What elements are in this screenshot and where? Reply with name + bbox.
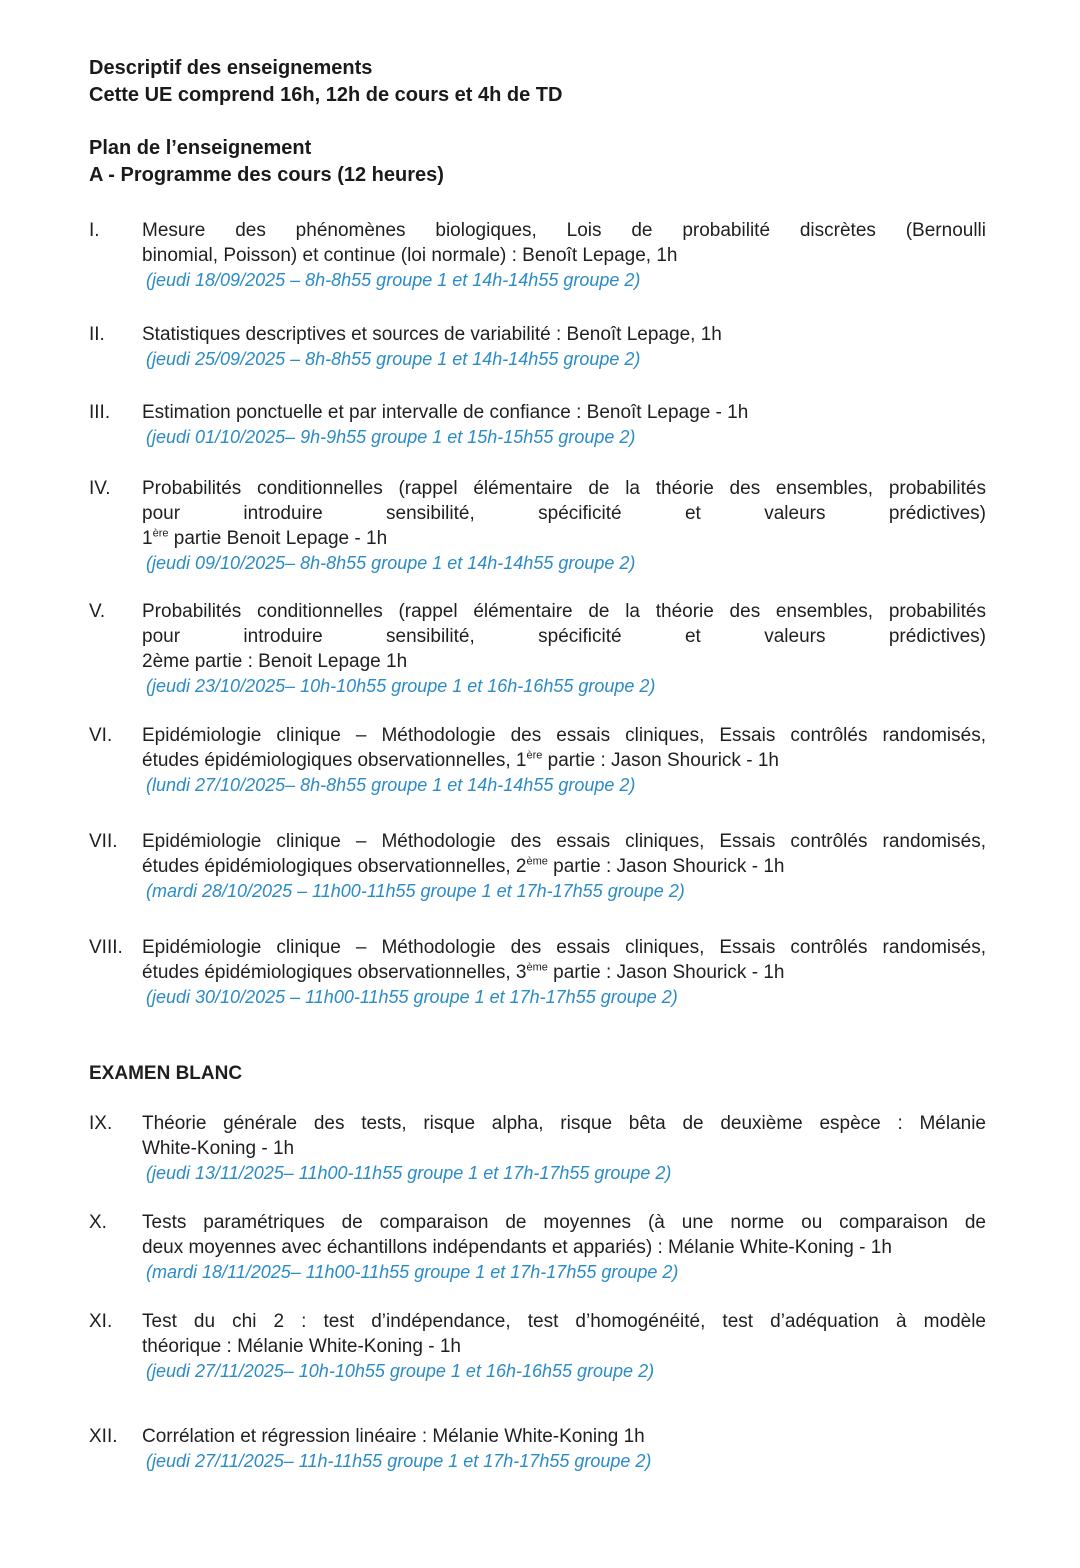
item-text: théorique : Mélanie White-Koning - 1h [142,1336,461,1357]
programme-title: A - Programme des cours (12 heures) [89,164,444,186]
course-item [89,829,986,904]
item-text: 2ème partie : Benoit Lepage 1h [142,651,408,672]
course-item [89,599,986,699]
item-number: V. [89,601,106,622]
item-text: Test du chi 2 : test d’indépendance, test d’homogénéité, test d’adéquation à modèle [142,1311,986,1332]
item-date: (jeudi 18/09/2025 – 8h-8h55 groupe 1 et 14h-14h55 groupe 2) [146,270,641,290]
course-item [89,1210,986,1285]
item-date: (mardi 28/10/2025 – 11h00-11h55 groupe 1 et 17h-17h55 groupe 2) [146,881,685,901]
item-text: 1ère partie Benoit Lepage - 1h [142,527,388,549]
item-number: VII. [89,831,118,852]
course-item [89,322,986,372]
item-text: deux moyennes avec échantillons indépendants et appariés) : Mélanie White-Koning - 1h [142,1237,892,1258]
course-item [89,723,986,798]
course-item [89,1111,986,1186]
item-text: Tests paramétriques de comparaison de moyennes (à une norme ou comparaison de [142,1212,986,1233]
item-date: (mardi 18/11/2025– 11h00-11h55 groupe 1 et 17h-17h55 groupe 2) [146,1262,679,1282]
item-text: Corrélation et régression linéaire : Mélanie White-Koning 1h [142,1426,645,1447]
item-text: pour introduire sensibilité, spécificité et valeurs prédictives) [142,626,986,647]
item-date: (jeudi 13/11/2025– 11h00-11h55 groupe 1 et 17h-17h55 groupe 2) [146,1163,672,1183]
item-text: Estimation ponctuelle et par intervalle de confiance : Benoît Lepage - 1h [142,402,749,423]
item-text: binomial, Poisson) et continue (loi normale) : Benoît Lepage, 1h [142,245,678,266]
item-date: (jeudi 30/10/2025 – 11h00-11h55 groupe 1 et 17h-17h55 groupe 2) [146,987,678,1007]
item-number: XII. [89,1426,118,1447]
item-number: VIII. [89,937,123,958]
item-text: Probabilités conditionnelles (rappel élémentaire de la théorie des ensembles, probabilités [142,601,986,622]
item-date: (jeudi 23/10/2025– 10h-10h55 groupe 1 et 16h-16h55 groupe 2) [146,676,656,696]
doc-title: Descriptif des enseignements [89,57,373,79]
item-date: (jeudi 01/10/2025– 9h-9h55 groupe 1 et 15h-15h55 groupe 2) [146,427,636,447]
item-text: études épidémiologiques observationnelles, 3ème partie : Jason Shourick - 1h [142,961,785,983]
course-item [89,1424,986,1474]
item-text: pour introduire sensibilité, spécificité et valeurs prédictives) [142,503,986,524]
item-text: Mesure des phénomènes biologiques, Lois de probabilité discrètes (Bernoulli [142,220,986,241]
course-item [89,1309,986,1384]
item-date: (jeudi 27/11/2025– 11h-11h55 groupe 1 et 17h-17h55 groupe 2) [146,1451,652,1471]
item-number: IX. [89,1113,113,1134]
item-date: (jeudi 09/10/2025– 8h-8h55 groupe 1 et 14h-14h55 groupe 2) [146,553,636,573]
item-number: II. [89,324,105,345]
item-text: Epidémiologie clinique – Méthodologie des essais cliniques, Essais contrôlés randomisés, [142,831,986,852]
item-number: VI. [89,725,113,746]
item-text: études épidémiologiques observationnelles, 2ème partie : Jason Shourick - 1h [142,855,785,877]
item-text: White-Koning - 1h [142,1138,295,1159]
course-item [89,218,986,293]
item-text: Epidémiologie clinique – Méthodologie des essais cliniques, Essais contrôlés randomisés, [142,937,986,958]
course-item [89,476,986,576]
item-text: études épidémiologiques observationnelles, 1ère partie : Jason Shourick - 1h [142,749,779,771]
item-number: I. [89,220,100,241]
item-number: XI. [89,1311,113,1332]
course-item [89,400,986,450]
plan-title: Plan de l’enseignement [89,137,312,159]
course-item [89,935,986,1010]
doc-subtitle: Cette UE comprend 16h, 12h de cours et 4h de TD [89,84,563,106]
item-date: (lundi 27/10/2025– 8h-8h55 groupe 1 et 14h-14h55 groupe 2) [146,775,636,795]
item-text: Théorie générale des tests, risque alpha, risque bêta de deuxième espèce : Mélanie [142,1113,986,1134]
item-number: X. [89,1212,107,1233]
item-text: Epidémiologie clinique – Méthodologie des essais cliniques, Essais contrôlés randomisés, [142,725,986,746]
item-text: Statistiques descriptives et sources de variabilité : Benoît Lepage, 1h [142,324,722,345]
item-date: (jeudi 25/09/2025 – 8h-8h55 groupe 1 et 14h-14h55 groupe 2) [146,349,641,369]
item-text: Probabilités conditionnelles (rappel élémentaire de la théorie des ensembles, probabilités [142,478,986,499]
item-date: (jeudi 27/11/2025– 10h-10h55 groupe 1 et 16h-16h55 groupe 2) [146,1361,655,1381]
section-exam-blanc: EXAMEN BLANC [89,1063,243,1084]
item-number: III. [89,402,111,423]
item-number: IV. [89,478,111,499]
